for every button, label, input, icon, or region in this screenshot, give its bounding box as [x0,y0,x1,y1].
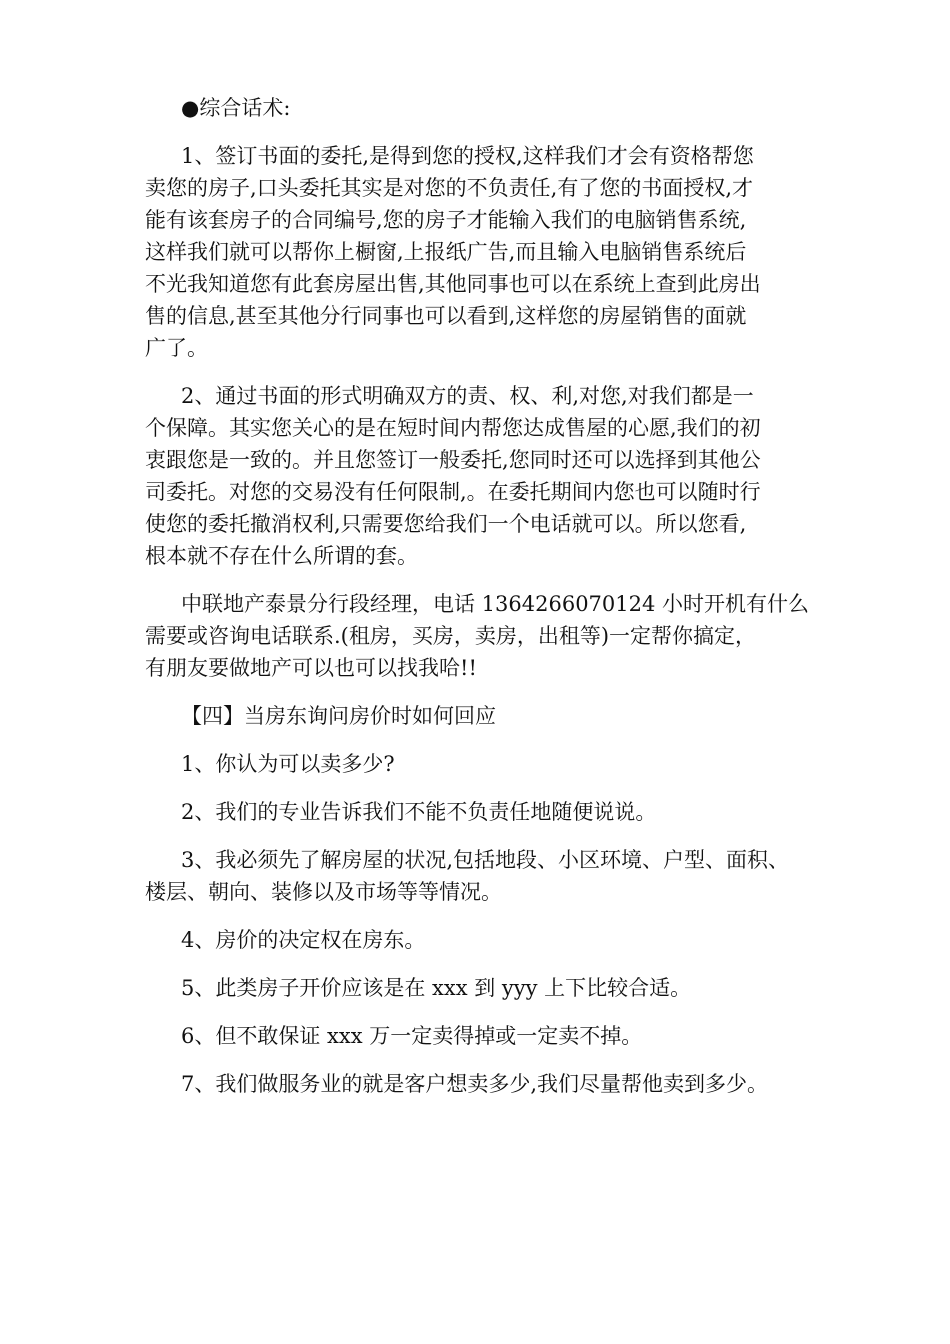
paragraph-line: 能有该套房子的合同编号,您的房子才能输入我们的电脑销售系统, [145,208,747,232]
paragraph-line: 衷跟您是一致的。并且您签订一般委托,您同时还可以选择到其他公 [145,448,761,472]
paragraph-line: 楼层、朝向、装修以及市场等等情况。 [145,880,502,904]
paragraph-line: 5、此类房子开价应该是在 xxx 到 yyy 上下比较合适。 [181,976,692,1000]
paragraph-line: 7、我们做服务业的就是客户想卖多少,我们尽量帮他卖到多少。 [181,1072,769,1096]
paragraph-line: 根本就不存在什么所谓的套。 [145,544,418,568]
list-item-7 [145,1068,825,1100]
bullet-icon: ● [181,96,200,120]
paragraph-line: 中联地产泰景分行段经理，电话 1364266070124 小时开机有什么 [181,592,810,616]
paragraph-line: 售的信息,甚至其他分行同事也可以看到,这样您的房屋销售的面就 [145,304,747,328]
paragraph-line: 1、你认为可以卖多少? [181,752,395,776]
paragraph-line: 不光我知道您有此套房屋出售,其他同事也可以在系统上查到此房出 [145,272,761,296]
paragraph-line: 个保障。其实您关心的是在短时间内帮您达成售屋的心愿,我们的初 [145,416,761,440]
document-page [145,92,825,1116]
list-item-6 [145,1020,825,1052]
section-heading-text: 综合话术: [199,96,291,120]
paragraph-line: 1、签订书面的委托,是得到您的授权,这样我们才会有资格帮您 [181,144,754,168]
paragraph-line: 需要或咨询电话联系.(租房，买房，卖房，出租等)一定帮你搞定， [145,624,757,648]
list-item-3 [145,844,825,908]
paragraph-line: 司委托。对您的交易没有任何限制,。在委托期间内您也可以随时行 [145,480,761,504]
paragraph-line: 使您的委托撤消权利,只需要您给我们一个电话就可以。所以您看, [145,512,747,536]
list-item-2 [145,796,825,828]
list-item-5 [145,972,825,1004]
section-4-title: 【四】当房东询问房价时如何回应 [181,704,496,728]
paragraph-line: 3、我必须先了解房屋的状况,包括地段、小区环境、户型、面积、 [181,848,790,872]
paragraph-1 [145,140,825,364]
paragraph-line: 这样我们就可以帮你上橱窗,上报纸广告,而且输入电脑销售系统后 [145,240,747,264]
list-item-1 [145,748,825,780]
paragraph-line: 卖您的房子,口头委托其实是对您的不负责任,有了您的书面授权,才 [145,176,754,200]
section-heading [145,92,825,124]
paragraph-2 [145,380,825,572]
list-item-4 [145,924,825,956]
paragraph-3-contact [145,588,825,684]
paragraph-line: 4、房价的决定权在房东。 [181,928,426,952]
paragraph-line: 6、但不敢保证 xxx 万一定卖得掉或一定卖不掉。 [181,1024,643,1048]
paragraph-line: 广了。 [145,336,208,360]
paragraph-line: 2、通过书面的形式明确双方的责、权、利,对您,对我们都是一 [181,384,754,408]
paragraph-line: 有朋友要做地产可以也可以找我哈!! [145,656,477,680]
paragraph-line: 2、我们的专业告诉我们不能不负责任地随便说说。 [181,800,657,824]
